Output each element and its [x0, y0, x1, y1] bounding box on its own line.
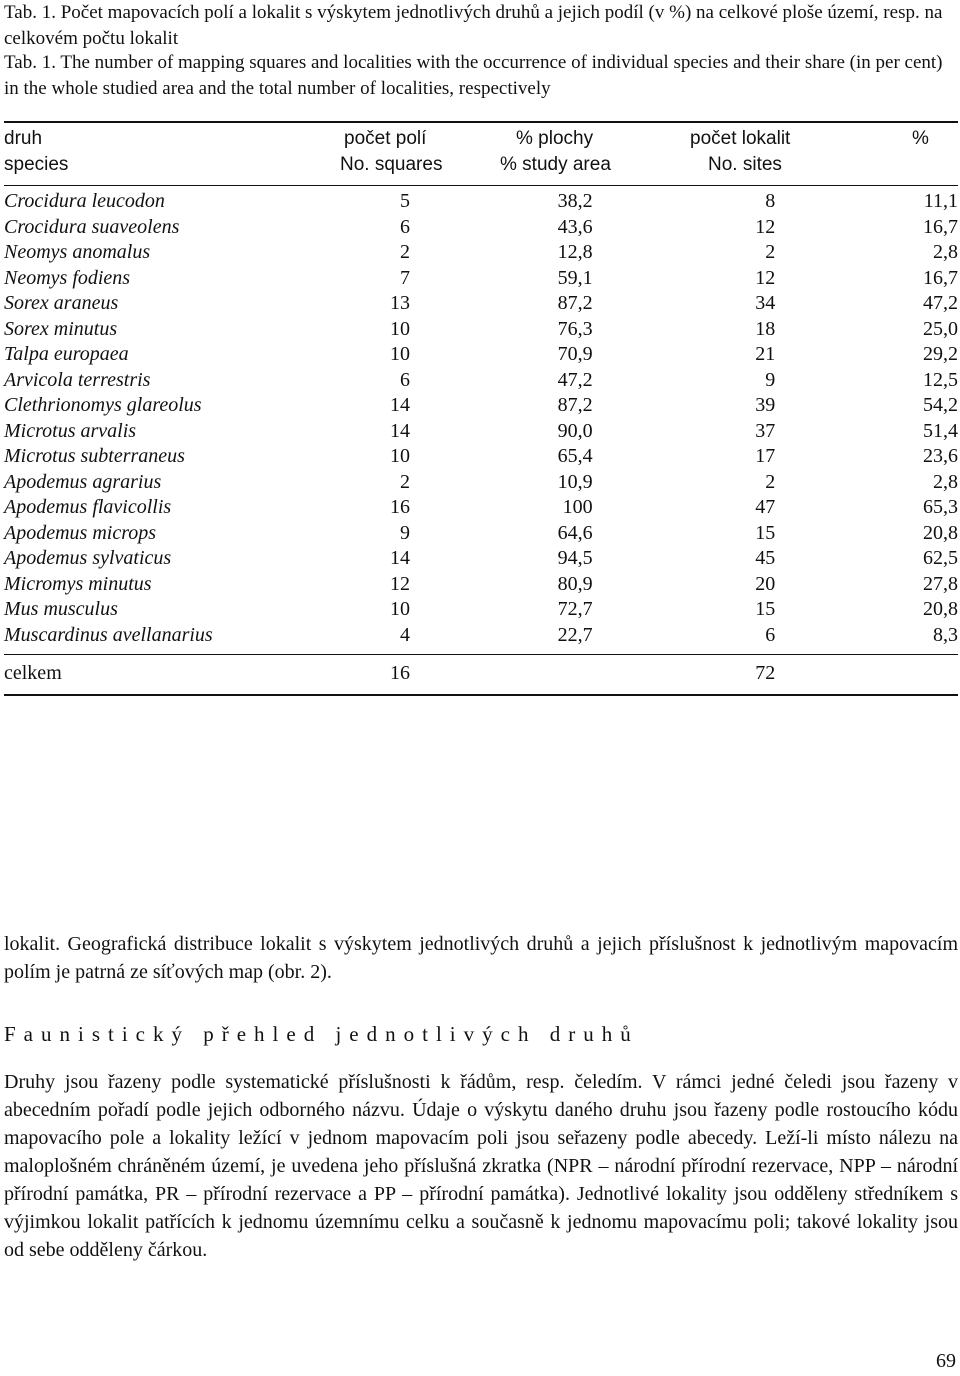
area-percent: 94,5	[557, 547, 593, 569]
species-name: Apodemus sylvaticus	[4, 547, 172, 569]
area-percent: 12,8	[557, 241, 593, 263]
table-row	[4, 470, 958, 496]
sites-count: 9	[765, 368, 776, 391]
squares-count: 5	[399, 190, 410, 212]
squares-count: 14	[389, 547, 410, 569]
sites-count: 15	[755, 598, 776, 620]
squares-count: 4	[399, 623, 410, 646]
table-row	[4, 521, 958, 547]
sites-percent: 12,5	[923, 368, 958, 391]
table-row	[4, 342, 958, 368]
sites-percent: 27,8	[923, 572, 958, 595]
paragraph-distribution: lokalit. Geografická distribuce lokalit s výskytem jednotlivých druhů a jejich příslušnost k jednotlivým mapovacím polím je patrná ze síťových map (obr. 2).	[4, 933, 958, 983]
squares-count: 6	[399, 215, 410, 238]
sites-count: 37	[755, 419, 776, 442]
caption-english: Tab. 1. The number of mapping squares and localities with the occurrence of individual species and their share (in per cent) in the whole studied area and the total number of localities, respectively	[4, 52, 943, 99]
sites-count: 6	[765, 623, 776, 646]
header-percent-cz: %	[912, 128, 929, 149]
sites-percent: 2,8	[933, 241, 958, 263]
area-percent: 87,2	[557, 292, 593, 314]
total-sites: 72	[755, 662, 776, 684]
table-bottom-rule	[4, 694, 958, 696]
sites-count: 2	[765, 241, 776, 263]
species-name: Talpa europaea	[4, 343, 129, 365]
species-name: Microtus arvalis	[4, 419, 137, 442]
species-name: Sorex araneus	[4, 292, 119, 314]
sites-percent: 54,2	[923, 394, 958, 416]
area-percent: 90,0	[557, 419, 593, 442]
header-species-cz: druh	[4, 128, 43, 149]
header-squares-cz: počet polí	[344, 128, 427, 149]
header-area-en: % study area	[500, 154, 611, 175]
area-percent: 64,6	[557, 521, 593, 544]
species-name: Arvicola terrestris	[4, 368, 151, 391]
sites-count: 47	[755, 496, 776, 518]
sites-percent: 2,8	[933, 470, 958, 493]
species-name: Clethrionomys glareolus	[4, 394, 202, 416]
sites-count: 12	[755, 266, 776, 289]
table-row	[4, 393, 958, 419]
header-area-cz: % plochy	[516, 128, 594, 149]
species-table-body	[4, 189, 958, 648]
sites-count: 39	[755, 394, 776, 416]
species-name: Mus musculus	[4, 598, 118, 620]
area-percent: 72,7	[557, 598, 593, 620]
species-name: Microtus subterraneus	[4, 445, 185, 467]
header-species-en: species	[4, 154, 69, 175]
total-label: celkem	[4, 662, 62, 684]
species-name: Neomys anomalus	[4, 241, 151, 263]
sites-percent: 20,8	[923, 598, 958, 620]
sites-count: 2	[765, 470, 776, 493]
table-row	[4, 546, 958, 572]
table-total-rule	[4, 654, 958, 655]
sites-percent: 51,4	[923, 419, 958, 442]
table-row	[4, 495, 958, 521]
species-name: Neomys fodiens	[4, 266, 131, 289]
species-name: Apodemus flavicollis	[4, 496, 172, 518]
table-top-rule	[4, 121, 958, 123]
sites-percent: 62,5	[923, 547, 958, 569]
table-row	[4, 266, 958, 292]
species-name: Crocidura leucodon	[4, 190, 165, 212]
paragraph-ordering: Druhy jsou řazeny podle systematické příslušnosti k řádům, resp. čeledím. V rámci jedné čeledi jsou řazeny v abecedním pořadí podle jejich odborného názvu. Údaje o výskytu daného druhu jsou řazeny podle rostoucího kódu mapovacího pole a lokality ležící v jednom mapovacím poli jsou seřazeny podle abecedy. Leží-li místo nálezu na maloplošném chráněném území, je uvedena jeho příslušná zkratka (NPR – národní přírodní rezervace, NPP – národní přírodní památka, PR – přírodní rezervace a PP – přírodní památka). Jednotlivé lokality jsou odděleny středníkem s výjimkou lokalit patřících k jednomu územnímu celku a současně k jednomu mapovacímu poli; takové lokality jsou od sebe odděleny čárkou.	[4, 1071, 958, 1261]
squares-count: 13	[389, 292, 410, 314]
squares-count: 12	[389, 572, 410, 595]
header-sites-en: No. sites	[708, 154, 782, 175]
species-name: Micromys minutus	[4, 572, 152, 595]
total-row-table	[4, 661, 958, 687]
area-percent: 70,9	[557, 343, 593, 365]
table-row	[4, 240, 958, 266]
table-row	[4, 368, 958, 394]
area-percent: 65,4	[557, 445, 593, 467]
squares-count: 10	[389, 317, 410, 340]
table-row	[4, 215, 958, 241]
table-header-rule	[4, 185, 958, 186]
total-row	[4, 661, 958, 687]
species-name: Crocidura suaveolens	[4, 215, 180, 238]
sites-count: 17	[755, 445, 776, 467]
squares-count: 10	[389, 598, 410, 620]
table-row	[4, 291, 958, 317]
sites-percent: 20,8	[923, 521, 958, 544]
species-name: Muscardinus avellanarius	[4, 623, 213, 646]
area-percent: 38,2	[557, 190, 593, 212]
species-name: Apodemus microps	[4, 521, 157, 544]
table-row	[4, 597, 958, 623]
sites-percent: 23,6	[923, 445, 958, 467]
table-row	[4, 189, 958, 215]
area-percent: 59,1	[557, 266, 593, 289]
sites-percent: 47,2	[923, 292, 958, 314]
sites-percent: 8,3	[933, 623, 958, 646]
total-squares: 16	[389, 662, 410, 684]
sites-percent: 25,0	[923, 317, 958, 340]
sites-percent: 16,7	[923, 266, 958, 289]
table-row	[4, 419, 958, 445]
species-name: Sorex minutus	[4, 317, 118, 340]
sites-count: 12	[755, 215, 776, 238]
squares-count: 10	[389, 445, 410, 467]
squares-count: 2	[399, 470, 410, 493]
sites-count: 15	[755, 521, 776, 544]
area-percent: 47,2	[557, 368, 593, 391]
sites-count: 18	[755, 317, 776, 340]
area-percent: 76,3	[557, 317, 593, 340]
sites-count: 8	[765, 190, 776, 212]
table-row	[4, 317, 958, 343]
sites-percent: 11,1	[923, 190, 958, 212]
area-percent: 10,9	[557, 470, 593, 493]
squares-count: 10	[389, 343, 410, 365]
species-name: Apodemus agrarius	[4, 470, 162, 493]
table-row	[4, 444, 958, 470]
sites-percent: 16,7	[923, 215, 958, 238]
squares-count: 16	[389, 496, 410, 518]
area-percent: 80,9	[557, 572, 593, 595]
squares-count: 14	[389, 419, 410, 442]
squares-count: 7	[399, 266, 410, 289]
table-row	[4, 623, 958, 649]
table-row	[4, 572, 958, 598]
area-percent: 87,2	[557, 394, 593, 416]
squares-count: 9	[399, 521, 410, 544]
sites-count: 45	[755, 547, 776, 569]
sites-percent: 65,3	[923, 496, 958, 518]
header-squares-en: No. squares	[340, 154, 443, 175]
page-number: 69	[936, 1350, 956, 1372]
sites-percent: 29,2	[923, 343, 958, 365]
sites-count: 21	[755, 343, 776, 365]
squares-count: 2	[399, 241, 410, 263]
area-percent: 22,7	[557, 623, 593, 646]
sites-count: 34	[755, 292, 776, 314]
section-heading: Faunistický přehled jednotlivých druhů	[4, 1022, 639, 1046]
sites-count: 20	[755, 572, 776, 595]
species-table	[4, 189, 958, 648]
area-percent: 43,6	[557, 215, 593, 238]
squares-count: 6	[399, 368, 410, 391]
area-percent: 100	[562, 496, 593, 518]
header-sites-cz: počet lokalit	[690, 128, 791, 149]
squares-count: 14	[389, 394, 410, 416]
caption-czech: Tab. 1. Počet mapovacích polí a lokalit s výskytem jednotlivých druhů a jejich podíl (v %) na celkové ploše území, resp. na celkovém počtu lokalit	[4, 2, 943, 49]
